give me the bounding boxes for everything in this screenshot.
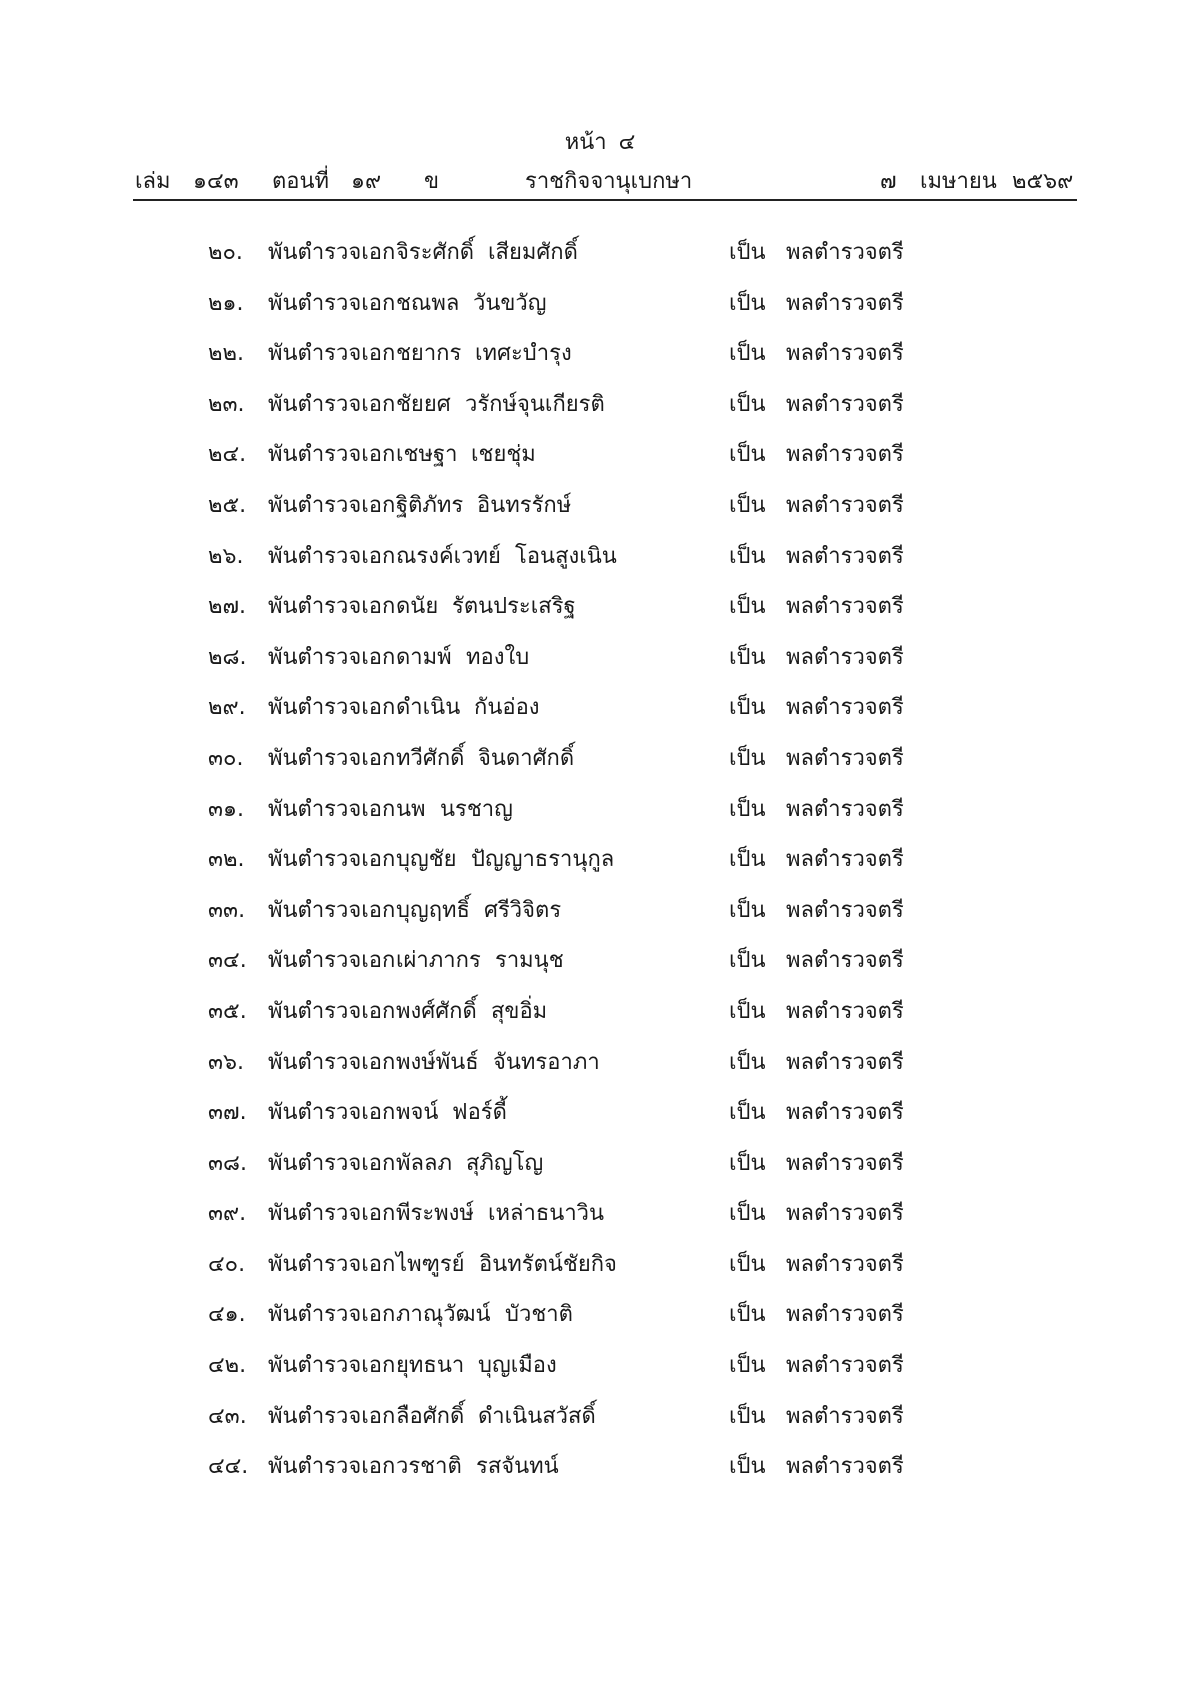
page-number-value: ๔ (618, 130, 636, 155)
entry-new-rank: พลตำรวจตรี (786, 391, 904, 417)
entry-current-rank: พันตำรวจเอก (268, 341, 396, 367)
entry-new-rank: พลตำรวจตรี (786, 341, 904, 367)
entry-new-rank: พลตำรวจตรี (786, 1251, 904, 1277)
entry-last-name: วันขวัญ (473, 290, 547, 316)
list-item (0, 481, 1200, 532)
entry-current-rank: พันตำรวจเอก (268, 1049, 396, 1075)
entry-new-rank: พลตำรวจตรี (786, 644, 904, 670)
appointment-list (0, 228, 1200, 1493)
entry-new-rank: พลตำรวจตรี (786, 543, 904, 569)
entry-first-name: บุญชัย (396, 847, 457, 873)
entry-first-name: ภาณุวัฒน์ (396, 1302, 491, 1328)
entry-last-name: ดำเนินสวัสดิ์ (478, 1403, 596, 1429)
entry-appointed-as: เป็น (729, 290, 766, 316)
entry-first-name: เชษฐา (396, 442, 458, 468)
entry-new-rank: พลตำรวจตรี (786, 442, 904, 468)
entry-current-rank: พันตำรวจเอก (268, 897, 396, 923)
entry-new-rank: พลตำรวจตรี (786, 1302, 904, 1328)
entry-new-rank: พลตำรวจตรี (786, 745, 904, 771)
entry-number: ๓๔. (208, 948, 247, 974)
entry-first-name: ไพฑูรย์ (396, 1251, 465, 1277)
entry-current-rank: พันตำรวจเอก (268, 1251, 396, 1277)
entry-current-rank: พันตำรวจเอก (268, 391, 396, 417)
entry-appointed-as: เป็น (729, 1150, 766, 1176)
entry-number: ๒๐. (208, 240, 243, 265)
entry-number: ๓๐. (208, 745, 244, 771)
entry-first-name: พงศ์ศักดิ์ (396, 998, 477, 1024)
list-item (0, 734, 1200, 785)
entry-current-rank: พันตำรวจเอก (268, 240, 396, 265)
entry-current-rank: พันตำรวจเอก (268, 543, 396, 569)
entry-current-rank: พันตำรวจเอก (268, 847, 396, 873)
list-item (0, 1088, 1200, 1139)
entry-last-name: เชยชุ่ม (471, 442, 536, 468)
entry-new-rank: พลตำรวจตรี (786, 290, 904, 316)
entry-number: ๒๑. (208, 290, 244, 316)
entry-first-name: บุญฤทธิ์ (396, 897, 470, 923)
entry-first-name: วรชาติ (396, 1454, 462, 1480)
entry-last-name: รสจันทน์ (476, 1454, 559, 1480)
volume-label: เล่ม (135, 169, 171, 194)
entry-last-name: ฟอร์ดี้ (452, 1100, 507, 1126)
date-year: ๒๕๖๙ (1012, 169, 1074, 194)
entry-appointed-as: เป็น (729, 644, 766, 670)
list-item (0, 987, 1200, 1038)
entry-new-rank: พลตำรวจตรี (786, 796, 904, 822)
entry-appointed-as: เป็น (729, 594, 766, 620)
entry-first-name: ดามพ์ (396, 644, 452, 670)
entry-appointed-as: เป็น (729, 1403, 766, 1429)
list-item (0, 1240, 1200, 1291)
list-item (0, 633, 1200, 684)
entry-last-name: ปัญญาธรานุกูล (471, 847, 615, 873)
entry-current-rank: พันตำรวจเอก (268, 796, 396, 822)
entry-new-rank: พลตำรวจตรี (786, 1201, 904, 1227)
issue-label: ตอนที่ (272, 169, 330, 194)
entry-current-rank: พันตำรวจเอก (268, 594, 396, 620)
entry-appointed-as: เป็น (729, 695, 766, 721)
entry-number: ๔๒. (208, 1353, 247, 1379)
entry-last-name: จินดาศักดิ์ (478, 745, 575, 771)
list-item (0, 1392, 1200, 1443)
entry-number: ๒๒. (208, 341, 244, 367)
entry-appointed-as: เป็น (729, 1251, 766, 1277)
entry-current-rank: พันตำรวจเอก (268, 1201, 396, 1227)
entry-current-rank: พันตำรวจเอก (268, 745, 396, 771)
entry-new-rank: พลตำรวจตรี (786, 240, 904, 265)
entry-new-rank: พลตำรวจตรี (786, 1454, 904, 1480)
entry-last-name: เทศะบำรุง (475, 341, 572, 367)
entry-first-name: เผ่าภากร (396, 948, 481, 974)
list-item (0, 380, 1200, 431)
page-number (0, 128, 1200, 158)
entry-appointed-as: เป็น (729, 1454, 766, 1480)
entry-new-rank: พลตำรวจตรี (786, 897, 904, 923)
entry-last-name: อินทรรักษ์ (477, 492, 572, 518)
list-item (0, 582, 1200, 633)
entry-first-name: ดำเนิน (396, 695, 461, 721)
entry-new-rank: พลตำรวจตรี (786, 1150, 904, 1176)
entry-current-rank: พันตำรวจเอก (268, 998, 396, 1024)
entry-last-name: บุญเมือง (478, 1353, 557, 1379)
entry-last-name: ทองใบ (466, 644, 530, 670)
entry-appointed-as: เป็น (729, 796, 766, 822)
entry-appointed-as: เป็น (729, 543, 766, 569)
entry-number: ๓๕. (208, 998, 247, 1024)
entry-current-rank: พันตำรวจเอก (268, 1150, 396, 1176)
entry-current-rank: พันตำรวจเอก (268, 1302, 396, 1328)
page-number-label: หน้า (564, 130, 607, 155)
entry-number: ๒๙. (208, 695, 246, 721)
entry-appointed-as: เป็น (729, 1353, 766, 1379)
entry-appointed-as: เป็น (729, 847, 766, 873)
entry-new-rank: พลตำรวจตรี (786, 594, 904, 620)
entry-last-name: รามนุช (495, 948, 564, 974)
entry-last-name: โอนสูงเนิน (515, 543, 617, 569)
date-day: ๗ (880, 169, 897, 194)
entry-current-rank: พันตำรวจเอก (268, 492, 396, 518)
entry-current-rank: พันตำรวจเอก (268, 1353, 396, 1379)
entry-first-name: ฐิติภัทร (396, 492, 464, 518)
entry-appointed-as: เป็น (729, 897, 766, 923)
entry-new-rank: พลตำรวจตรี (786, 1100, 904, 1126)
entry-first-name: พีระพงษ์ (396, 1201, 474, 1227)
list-item (0, 1189, 1200, 1240)
entry-appointed-as: เป็น (729, 745, 766, 771)
entry-number: ๓๓. (208, 897, 246, 923)
entry-first-name: ชณพล (396, 290, 460, 316)
list-item (0, 1290, 1200, 1341)
list-item (0, 532, 1200, 583)
entry-new-rank: พลตำรวจตรี (786, 1049, 904, 1075)
list-item (0, 835, 1200, 886)
entry-first-name: พจน์ (396, 1100, 439, 1126)
entry-current-rank: พันตำรวจเอก (268, 695, 396, 721)
entry-appointed-as: เป็น (729, 998, 766, 1024)
entry-last-name: จันทรอาภา (493, 1049, 600, 1075)
entry-number: ๔๓. (208, 1403, 247, 1429)
list-item (0, 785, 1200, 836)
entry-first-name: ยุทธนา (396, 1353, 465, 1379)
entry-current-rank: พันตำรวจเอก (268, 1403, 396, 1429)
entry-number: ๒๘. (208, 644, 247, 670)
entry-number: ๒๓. (208, 391, 245, 417)
entry-last-name: วรักษ์จุนเกียรติ (465, 391, 605, 417)
entry-first-name: ดนัย (396, 594, 439, 620)
entry-first-name: จิระศักดิ์ (396, 240, 475, 265)
list-item (0, 936, 1200, 987)
gazette-header (135, 164, 1075, 200)
entry-appointed-as: เป็น (729, 240, 766, 265)
section-letter: ข (424, 169, 440, 194)
entry-number: ๔๔. (208, 1454, 249, 1480)
entry-new-rank: พลตำรวจตรี (786, 1353, 904, 1379)
entry-appointed-as: เป็น (729, 1049, 766, 1075)
entry-number: ๓๗. (208, 1100, 247, 1126)
entry-first-name: พัลลภ (396, 1150, 452, 1176)
entry-appointed-as: เป็น (729, 442, 766, 468)
entry-number: ๔๐. (208, 1251, 246, 1277)
entry-last-name: รัตนประเสริฐ (452, 594, 576, 620)
entry-number: ๒๗. (208, 594, 247, 620)
entry-new-rank: พลตำรวจตรี (786, 948, 904, 974)
gazette-title: ราชกิจจานุเบกษา (525, 169, 693, 194)
list-item (0, 1442, 1200, 1493)
list-item (0, 1341, 1200, 1392)
list-item (0, 279, 1200, 330)
list-item (0, 430, 1200, 481)
entry-first-name: นพ (396, 796, 426, 822)
entry-current-rank: พันตำรวจเอก (268, 290, 396, 316)
entry-last-name: เหล่าธนาวิน (488, 1201, 605, 1227)
entry-last-name: เสียมศักดิ์ (488, 240, 578, 265)
entry-number: ๓๒. (208, 847, 245, 873)
entry-number: ๔๑. (208, 1302, 246, 1328)
entry-appointed-as: เป็น (729, 948, 766, 974)
entry-first-name: ณรงค์เวทย์ (396, 543, 501, 569)
list-item (0, 886, 1200, 937)
entry-first-name: ชยากร (396, 341, 462, 367)
list-item (0, 683, 1200, 734)
list-item (0, 1038, 1200, 1089)
entry-last-name: ศรีวิจิตร (484, 897, 562, 923)
entry-number: ๓๑. (208, 796, 244, 822)
entry-current-rank: พันตำรวจเอก (268, 1454, 396, 1480)
entry-number: ๓๘. (208, 1150, 248, 1176)
entry-number: ๓๖. (208, 1049, 244, 1075)
entry-first-name: ทวีศักดิ์ (396, 745, 465, 771)
entry-new-rank: พลตำรวจตรี (786, 1403, 904, 1429)
list-item (0, 329, 1200, 380)
entry-first-name: ลือศักดิ์ (396, 1403, 465, 1429)
entry-last-name: บัวชาติ (505, 1302, 573, 1328)
entry-current-rank: พันตำรวจเอก (268, 948, 396, 974)
entry-last-name: สุภิญโญ (466, 1150, 544, 1176)
entry-appointed-as: เป็น (729, 1302, 766, 1328)
entry-number: ๒๖. (208, 543, 244, 569)
entry-appointed-as: เป็น (729, 1201, 766, 1227)
entry-number: ๒๕. (208, 492, 247, 518)
entry-new-rank: พลตำรวจตรี (786, 492, 904, 518)
header-divider (133, 199, 1077, 201)
entry-current-rank: พันตำรวจเอก (268, 1100, 396, 1126)
entry-current-rank: พันตำรวจเอก (268, 644, 396, 670)
date-month: เมษายน (920, 169, 997, 194)
entry-new-rank: พลตำรวจตรี (786, 998, 904, 1024)
entry-appointed-as: เป็น (729, 341, 766, 367)
entry-appointed-as: เป็น (729, 1100, 766, 1126)
entry-first-name: ชัยยศ (396, 391, 451, 417)
entry-last-name: กันอ่อง (474, 695, 540, 721)
entry-last-name: สุขอิ่ม (491, 998, 548, 1024)
list-item (0, 228, 1200, 279)
entry-new-rank: พลตำรวจตรี (786, 695, 904, 721)
list-item (0, 1139, 1200, 1190)
entry-last-name: นรชาญ (440, 796, 513, 822)
entry-current-rank: พันตำรวจเอก (268, 442, 396, 468)
entry-number: ๒๔. (208, 442, 247, 468)
entry-appointed-as: เป็น (729, 391, 766, 417)
entry-new-rank: พลตำรวจตรี (786, 847, 904, 873)
entry-appointed-as: เป็น (729, 492, 766, 518)
entry-first-name: พงษ์พันธ์ (396, 1049, 479, 1075)
entry-number: ๓๙. (208, 1201, 247, 1227)
entry-last-name: อินทรัตน์ชัยกิจ (479, 1251, 617, 1277)
issue-number: ๑๙ (351, 169, 382, 194)
volume-number: ๑๔๓ (193, 169, 239, 194)
